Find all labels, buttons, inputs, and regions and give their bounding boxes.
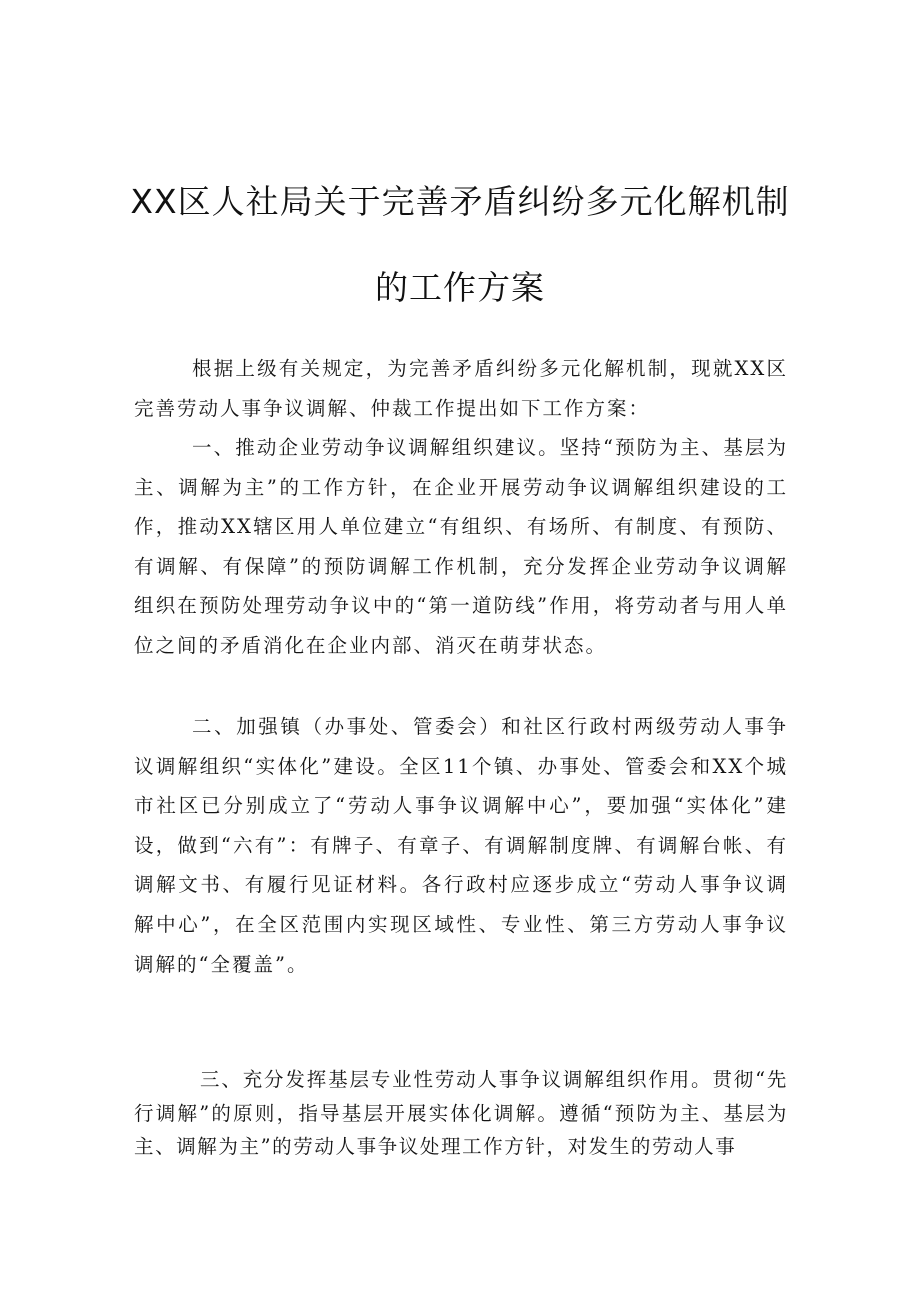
section-2-paragraph: 二、加强镇（办事处、管委会）和社区行政村两级劳动人事争议调解组织“实体化”建设。全区11个镇、办事处、管委会和XX个城市社区已分别成立了“劳动人事争议调解中心”，要加强“实体化”建设，做到“六有”：有牌子、有章子、有调解制度牌、有调解台帐、有调解文书、有履行见证材料。各行政村应逐步成立“劳动人事争议调解中心”，在全区范围内实现区域性、专业性、第三方劳动人事争议调解的“全覆盖”。	[134, 715, 788, 976]
section-3-paragraph: 三、充分发挥基层专业性劳动人事争议调解组织作用。贯彻“先行调解”的原则，指导基层开展实体化调解。遵循“预防为主、基层为主、调解为主”的劳动人事争议处理工作方针，对发生的劳动人事	[134, 1068, 788, 1158]
intro-paragraph: 根据上级有关规定，为完善矛盾纠纷多元化解机制，现就XX区完善劳动人事争议调解、仲裁工作提出如下工作方案：	[134, 357, 788, 420]
section-1-paragraph: 一、推动企业劳动争议调解组织建议。坚持“预防为主、基层为主、调解为主”的工作方针，在企业开展劳动争议调解组织建设的工作，推动XX辖区用人单位建立“有组织、有场所、有制度、有预防、有调解、有保障”的预防调解工作机制，充分发挥企业劳动争议调解组织在预防处理劳动争议中的“第一道防线”作用，将劳动者与用人单位之间的矛盾消化在企业内部、消灭在萌芽状态。	[134, 436, 788, 657]
document-title-line-1: XX区人社局关于完善矛盾纠纷多元化解机制	[130, 182, 790, 221]
document-title-line-2: 的工作方案	[375, 268, 545, 307]
